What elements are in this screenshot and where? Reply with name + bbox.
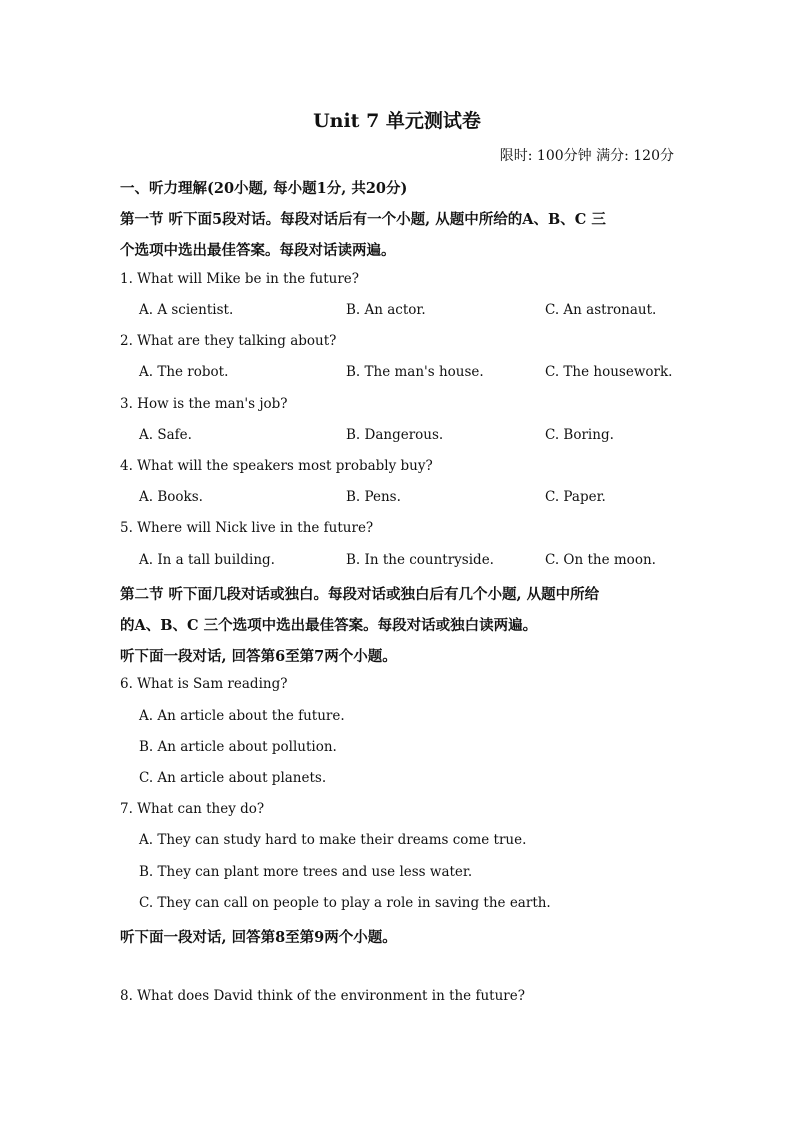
option-3b: B. Dangerous.: [346, 427, 444, 443]
option-7a: A. They can study hard to make their dreams come true.: [139, 832, 527, 848]
part1-instruction-line1: 第一节 听下面5段对话。每段对话后有一个小题, 从题中所给的A、B、C 三: [120, 211, 606, 228]
part2-instruction-line2: 的A、B、C 三个选项中选出最佳答案。每段对话或独白读两遍。: [120, 617, 538, 634]
question-7: 7. What can they do?: [120, 801, 265, 817]
option-5a: A. In a tall building.: [139, 552, 275, 568]
question-1: 1. What will Mike be in the future?: [120, 271, 360, 287]
exam-limits: 限时: 100分钟 满分: 120分: [499, 148, 674, 164]
question-4: 4. What will the speakers most probably buy?: [120, 458, 433, 474]
option-3c: C. Boring.: [545, 427, 614, 443]
option-4b: B. Pens.: [346, 489, 401, 505]
question-2: 2. What are they talking about?: [120, 333, 337, 349]
page-title: Unit 7 单元测试卷: [313, 110, 481, 132]
option-1a: A. A scientist.: [139, 302, 234, 318]
option-2b: B. The man's house.: [346, 364, 484, 380]
question-8: 8. What does David think of the environment in the future?: [120, 988, 525, 1004]
option-5b: B. In the countryside.: [346, 552, 494, 568]
option-6c: C. An article about planets.: [139, 770, 327, 786]
option-5c: C. On the moon.: [545, 552, 656, 568]
option-2c: C. The housework.: [545, 364, 673, 380]
option-4c: C. Paper.: [545, 489, 606, 505]
option-6b: B. An article about pollution.: [139, 739, 337, 755]
part1-instruction-line2: 个选项中选出最佳答案。每段对话读两遍。: [120, 242, 396, 259]
question-6: 6. What is Sam reading?: [120, 676, 288, 692]
question-5: 5. Where will Nick live in the future?: [120, 520, 374, 536]
option-7c: C. They can call on people to play a role in saving the earth.: [139, 895, 551, 911]
question-3: 3. How is the man's job?: [120, 396, 288, 412]
section-heading: 一、听力理解(20小题, 每小题1分, 共20分): [120, 180, 408, 197]
option-2a: A. The robot.: [139, 364, 229, 380]
dialogue-note-8-9: 听下面一段对话, 回答第8至第9两个小题。: [120, 929, 397, 946]
option-1c: C. An astronaut.: [545, 302, 657, 318]
option-4a: A. Books.: [139, 489, 203, 505]
option-6a: A. An article about the future.: [139, 708, 345, 724]
dialogue-note-6-7: 听下面一段对话, 回答第6至第7两个小题。: [120, 648, 397, 665]
part2-instruction-line1: 第二节 听下面几段对话或独白。每段对话或独白后有几个小题, 从题中所给: [120, 586, 600, 603]
option-1b: B. An actor.: [346, 302, 426, 318]
option-7b: B. They can plant more trees and use less water.: [139, 864, 473, 880]
option-3a: A. Safe.: [139, 427, 192, 443]
